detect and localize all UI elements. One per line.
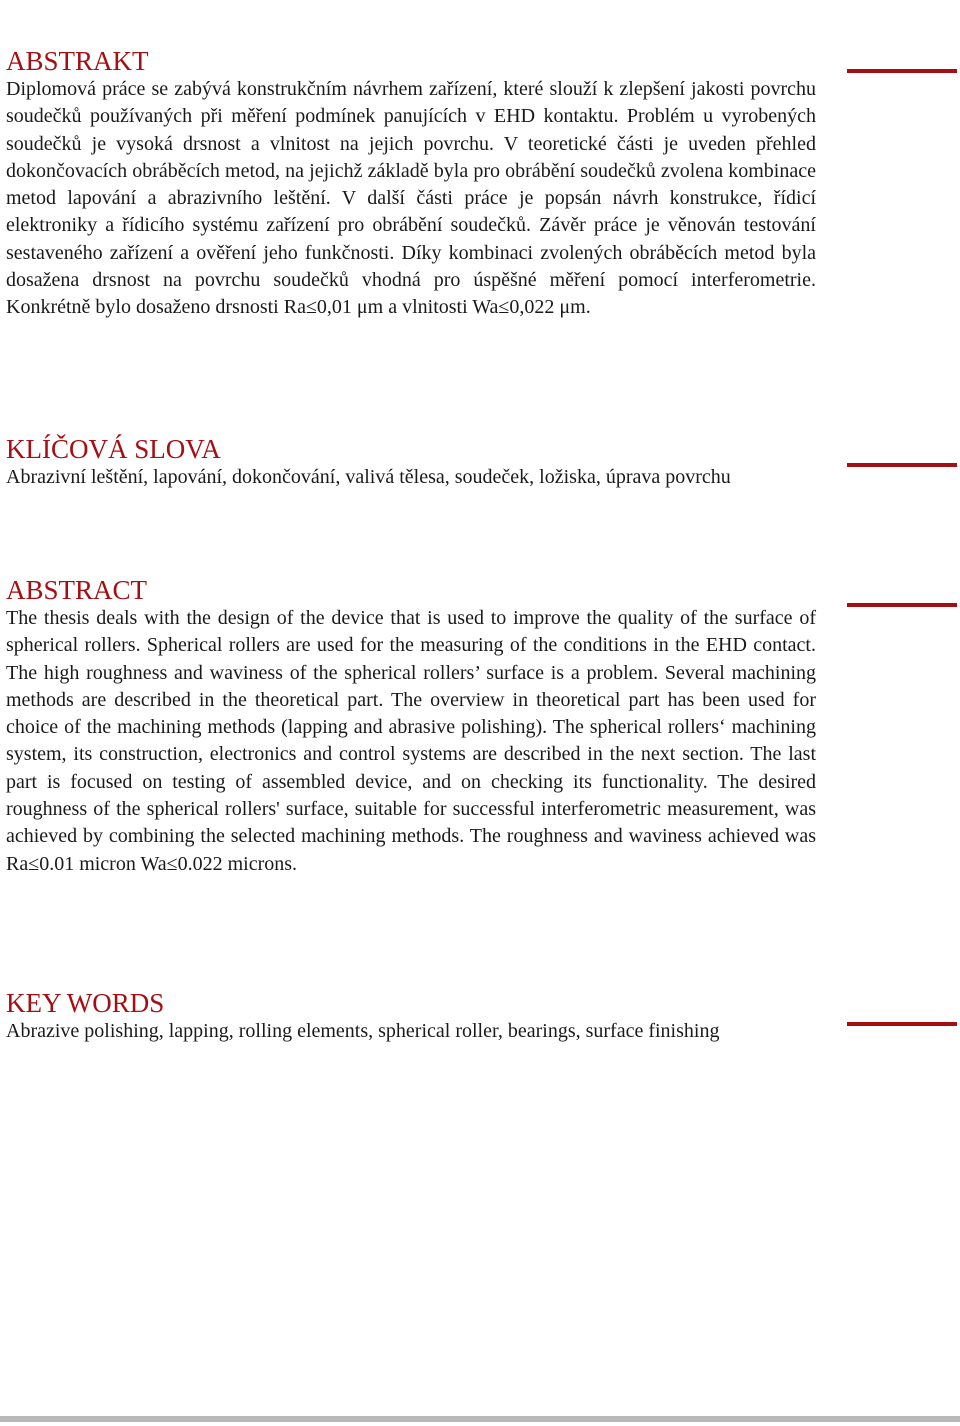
abstrakt-section — [6, 46, 816, 322]
key-words-section — [6, 988, 816, 1045]
abstract-section — [6, 575, 816, 878]
abstract-text: The thesis deals with the design of the device that is used to improve the quality of the surface of spherical rollers. Spherical rollers are used for the measuring of the conditions in the EHD contact. The high roughness and waviness of the spherical rollers’ surface is a problem. Several machining methods are described in the theoretical part. The overview in theoretical part has been used for choice of the machining methods (lapping and abrasive polishing). The spherical rollers‘ machining system, its construction, electronics and control systems are described in the next section. The last part is focused on testing of assembled device, and on checking its functionality. The desired roughness of the spherical rollers' surface, suitable for successful interferometric measurement, was achieved by combining the selected machining methods. The roughness and waviness achieved was Ra≤0.01 micron Wa≤0.022 microns. — [6, 607, 816, 875]
abstrakt-side-rule — [847, 69, 957, 73]
key-words-heading: KEY WORDS — [6, 988, 165, 1018]
abstrakt-text: Diplomová práce se zabývá konstrukčním návrhem zařízení, které slouží k zlepšení jakosti povrchu soudečků používaných při měření podmínek panujících v EHD kontaktu. Problém u vyrobených soudečků je vysoká drsnost a vlnitost na jejich povrchu. V teoretické části je uveden přehled dokončovacích obráběcích metod, na jejichž základě byla pro obrábění soudečků zvolena kombinace metod lapování a abrazivního leštění. V další části práce je popsán návrh konstrukce, řídicí elektroniky a řídicího systému zařízení pro obrábění soudečků. Závěr práce je věnován testování sestaveného zařízení a ověření jeho funkčnosti. Díky kombinaci zvolených obráběcích metod byla dosažena drsnost na povrchu soudečků vhodná pro úspěšné měření pomocí interferometrie. Konkrétně bylo dosaženo drsnosti Ra≤0,01 μm a vlnitosti Wa≤0,022 μm. — [6, 78, 816, 319]
abstract-heading: ABSTRACT — [6, 575, 148, 605]
key-words-side-rule — [847, 1022, 957, 1026]
klicova-slova-heading: KLÍČOVÁ SLOVA — [6, 434, 221, 464]
klicova-slova-side-rule — [847, 463, 957, 467]
key-words-text: Abrazive polishing, lapping, rolling elements, spherical roller, bearings, surface finishing — [6, 1020, 720, 1042]
abstrakt-heading: ABSTRAKT — [6, 46, 149, 76]
klicova-slova-section — [6, 434, 816, 491]
klicova-slova-text: Abrazivní leštění, lapování, dokončování, valivá tělesa, soudeček, ložiska, úprava povrchu — [6, 466, 731, 488]
footer-rule — [0, 1416, 960, 1422]
abstract-side-rule — [847, 603, 957, 607]
